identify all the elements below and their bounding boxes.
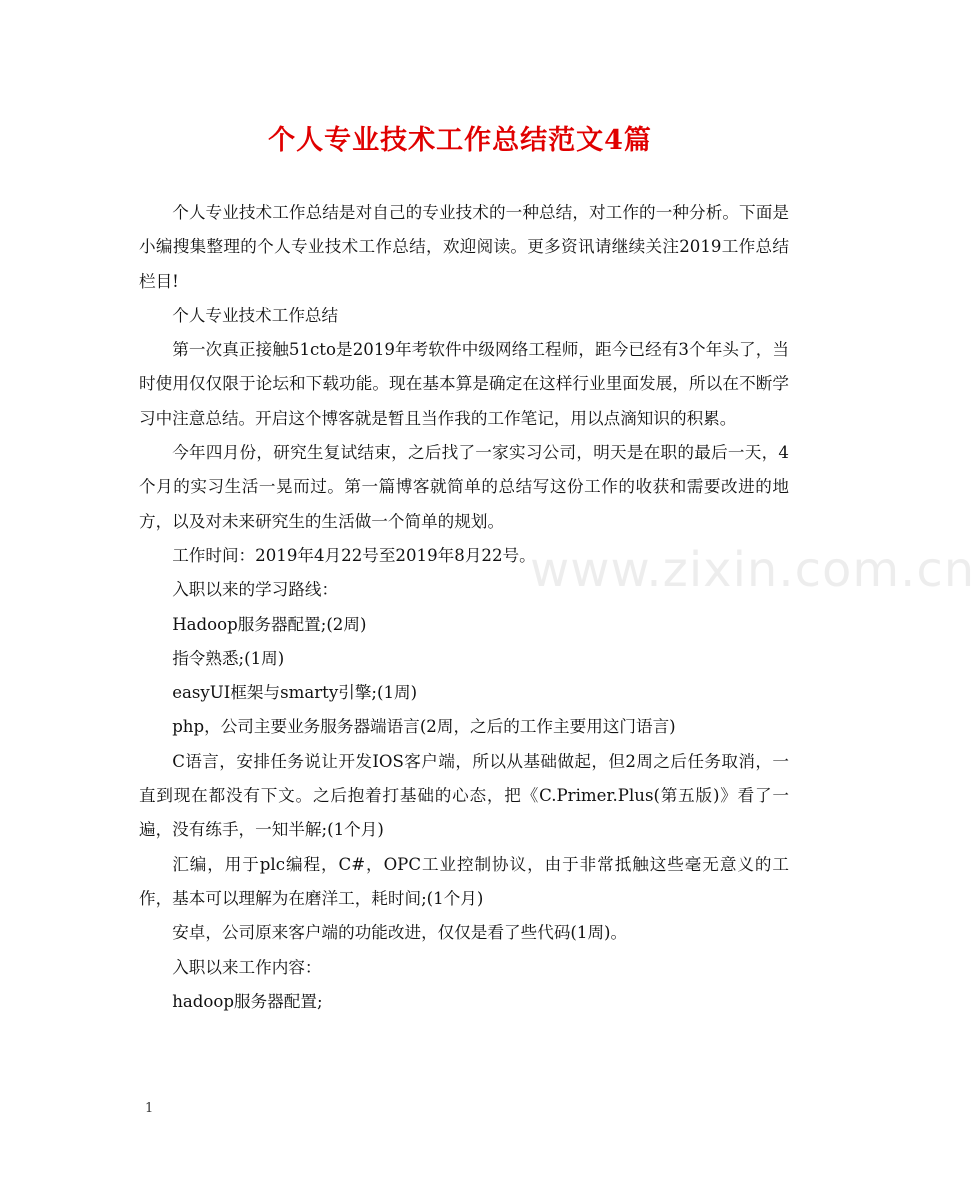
paragraph: 第一次真正接触51cto是2019年考软件中级网络工程师，距今已经有3个年头了，当时使用仅仅限于论坛和下载功能。现在基本算是确定在这样行业里面发展，所以在不断学习中注意总结。开启这个博客就是暂且当作我的工作笔记，用以点滴知识的积累。: [139, 340, 789, 428]
paragraph-subtitle: 个人专业技术工作总结: [172, 305, 339, 325]
paragraph-intro: 个人专业技术工作总结是对自己的专业技术的一种总结，对工作的一种分析。下面是小编搜集整理的个人专业技术工作总结，欢迎阅读。更多资讯请继续关注2019工作总结栏目!: [139, 203, 789, 291]
paragraph: 汇编，用于plc编程，C#，OPC工业控制协议，由于非常抵触这些毫无意义的工作，基本可以理解为在磨洋工，耗时间;(1个月): [139, 854, 789, 908]
paragraph: Hadoop服务器配置;(2周): [172, 614, 367, 634]
paragraph: 指令熟悉;(1周): [172, 648, 285, 668]
watermark: www.zixin.com.cn: [530, 542, 975, 598]
paragraph: 安卓，公司原来客户端的功能改进，仅仅是看了些代码(1周)。: [172, 923, 628, 943]
paragraph: easyUI框架与smarty引擎;(1周): [172, 683, 418, 703]
page-number: 1: [145, 1101, 154, 1116]
paragraph: 入职以来的学习路线：: [172, 580, 339, 600]
document-body: [139, 196, 789, 1019]
paragraph: 工作时间：2019年4月22号至2019年8月22号。: [172, 545, 536, 565]
paragraph: 今年四月份，研究生复试结束，之后找了一家实习公司，明天是在职的最后一天，4个月的实习生活一晃而过。第一篇博客就简单的总结写这份工作的收获和需要改进的地方，以及对未来研究生的生活做一个简单的规划。: [139, 443, 789, 531]
paragraph: php，公司主要业务服务器端语言(2周，之后的工作主要用这门语言): [172, 717, 676, 737]
paragraph: C语言，安排任务说让开发IOS客户端，所以从基础做起，但2周之后任务取消，一直到现在都没有下文。之后抱着打基础的心态，把《C.Primer.Plus(第五版)》看了一遍，没有练手，一知半解;(1个月): [139, 751, 789, 840]
paragraph: 入职以来工作内容：: [172, 957, 322, 977]
document-title: 个人专业技术工作总结范文4篇: [268, 125, 652, 156]
paragraph: hadoop服务器配置;: [172, 991, 323, 1011]
